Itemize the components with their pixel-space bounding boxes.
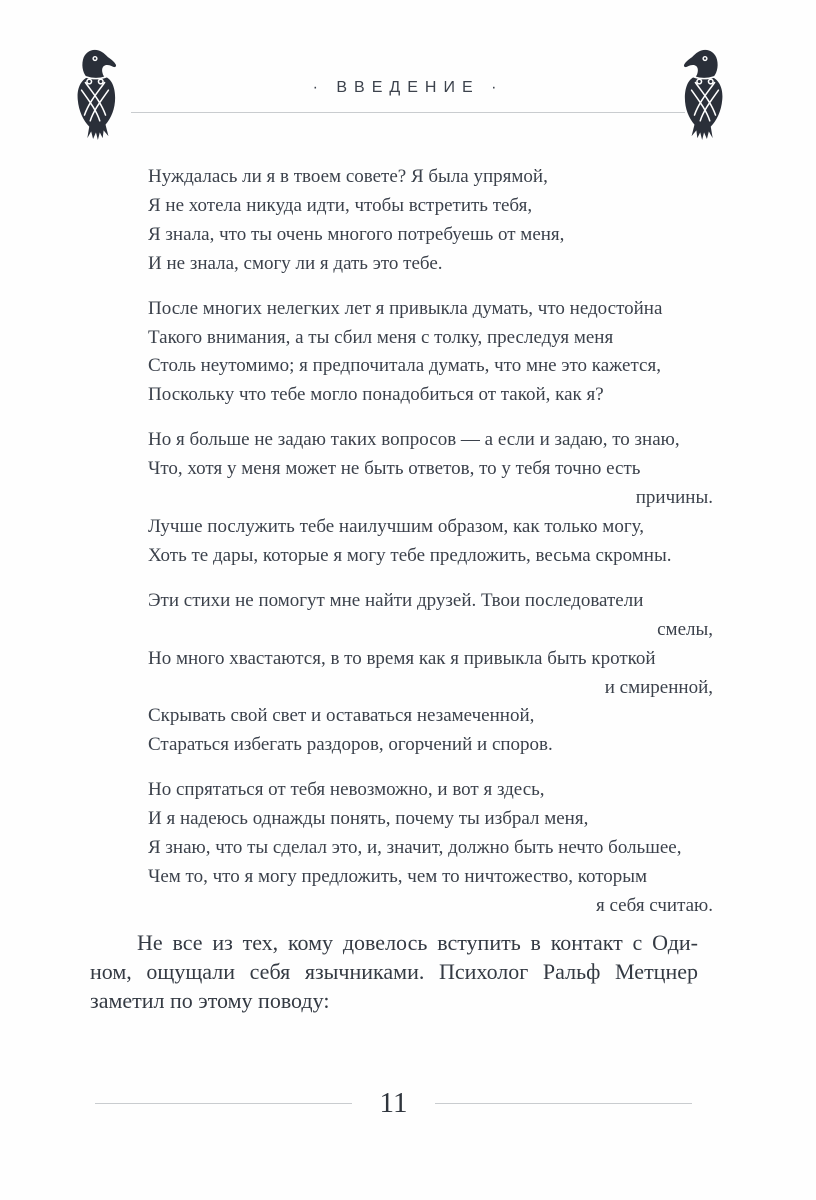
body-paragraph — [90, 928, 698, 1015]
poem-stanza — [148, 163, 713, 279]
poem-line: Нуждалась ли я в твоем совете? Я была упрямой, — [148, 166, 548, 187]
poem-stanza — [148, 587, 713, 760]
poem-line: Но спрятаться от тебя невозможно, и вот я здесь, — [148, 779, 545, 801]
header-rule — [131, 112, 685, 113]
poem-line: Лучше послужить тебе наилучшим образом, как только могу, — [148, 515, 644, 537]
paragraph-line: Не все из тех, кому довелось вступить в контакт с Оди- — [137, 930, 698, 955]
footer-rule-left — [95, 1103, 352, 1104]
page-number: 11 — [379, 1087, 408, 1119]
poem-line: и смиренной, — [604, 676, 713, 698]
poem-line: И не знала, смогу ли я дать это тебе. — [148, 252, 443, 274]
paragraph-line: ном, ощущали себя язычниками. Психолог Ральф Метцнер — [90, 959, 698, 984]
poem-line: Я не хотела никуда идти, чтобы встретить тебя, — [148, 194, 533, 216]
poem-line: Столь неутомимо; я предпочитала думать, что мне это кажется, — [148, 355, 661, 377]
footer-rule-right — [435, 1103, 692, 1104]
poem-line: И я надеюсь однажды понять, почему ты избрал меня, — [148, 808, 589, 830]
poem-stanza — [148, 776, 713, 921]
poem-line: причины. — [635, 487, 713, 509]
poem-line: Поскольку что тебе могло понадобиться от такой, как я? — [148, 384, 604, 406]
poem-line: я себя считаю. — [596, 894, 713, 916]
poem-line: Я знала, что ты очень многого потребуешь от меня, — [148, 223, 565, 245]
poem-line: Я знаю, что ты сделал это, и, значит, должно быть нечто большее, — [148, 837, 682, 859]
page-footer — [95, 1086, 692, 1120]
poem-line: После многих нелегких лет я привыкла думать, что недостойна — [148, 297, 663, 319]
poem-line: Но много хвастаются, в то время как я привыкла быть кроткой — [148, 647, 656, 669]
poem-line: Эти стихи не помогут мне найти друзей. Твои последователи — [148, 589, 644, 611]
poem-line: Что, хотя у меня может не быть ответов, то у тебя точно есть — [148, 458, 641, 480]
poem — [148, 163, 713, 937]
poem-line: смелы, — [657, 618, 713, 640]
poem-line: Стараться избегать раздоров, огорчений и споров. — [148, 734, 553, 756]
poem-line: Хоть те дары, которые я могу тебе предложить, весьма скромны. — [148, 544, 672, 566]
page-title: · ВВЕДЕНИЕ · — [312, 79, 504, 96]
poem-line: Такого внимания, а ты сбил меня с толку, преследуя меня — [148, 326, 614, 348]
poem-stanza — [148, 426, 713, 571]
poem-line: Скрывать свой свет и оставаться незамеченной, — [148, 705, 535, 727]
poem-stanza — [148, 295, 713, 411]
poem-line: Но я больше не задаю таких вопросов — а если и задаю, то знаю, — [148, 429, 680, 451]
paragraph-line: заметил по этому поводу: — [90, 988, 330, 1013]
poem-line: Чем то, что я могу предложить, чем то ничтожество, которым — [148, 865, 648, 887]
